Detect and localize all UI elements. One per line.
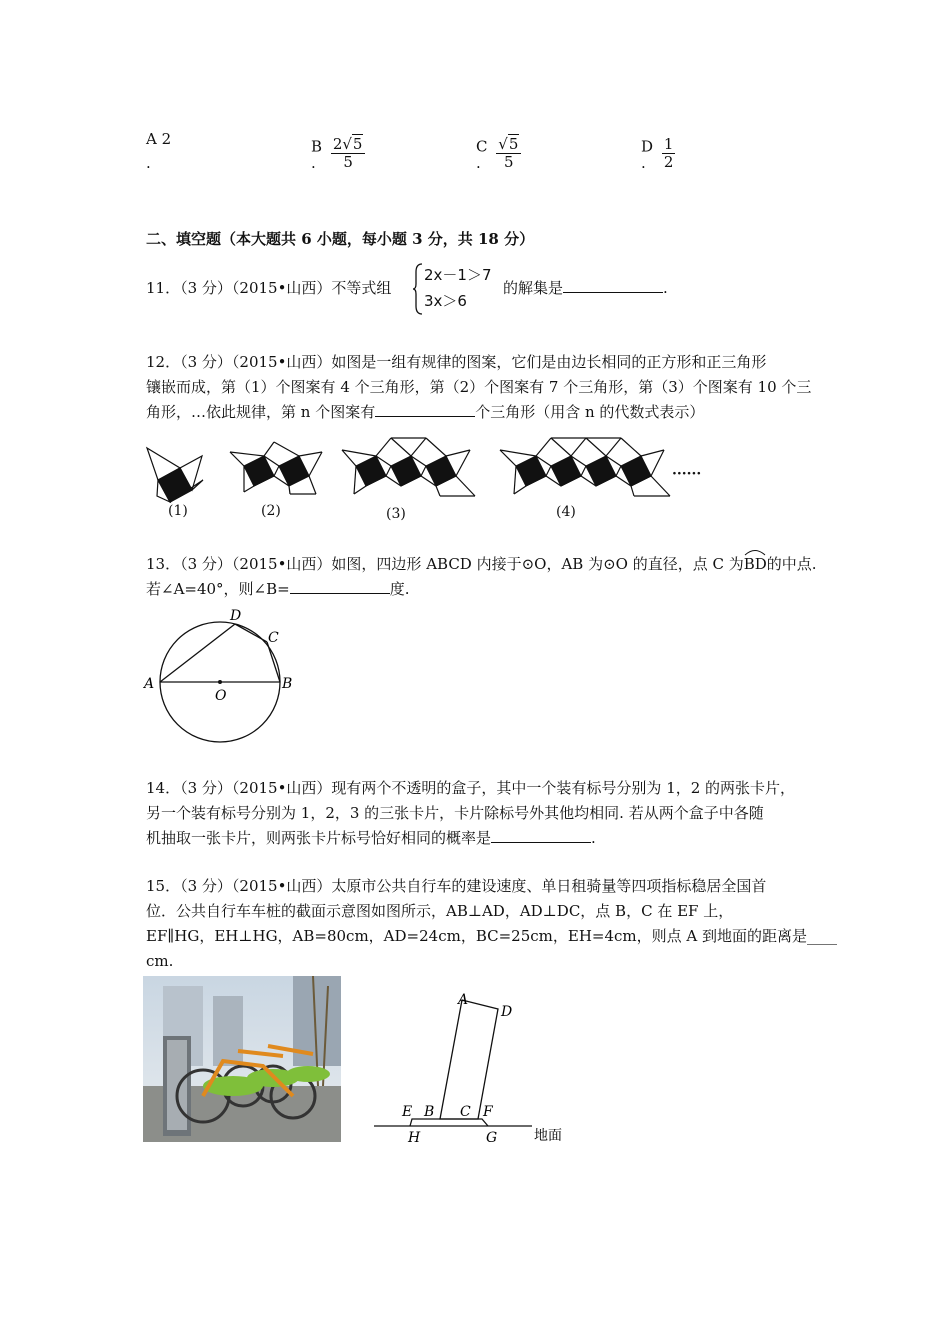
answer-blank xyxy=(491,826,591,843)
numerator-coef: 2 xyxy=(332,135,343,153)
q13-line2-b: 度. xyxy=(389,580,410,598)
arc-bd xyxy=(744,552,767,576)
option-letter: A xyxy=(146,130,157,148)
q11-end: . xyxy=(663,279,668,297)
q14-line3-a: 机抽取一张卡片，则两张卡片标号恰好相同的概率是 xyxy=(146,829,492,847)
point-label: A xyxy=(144,676,155,692)
section-title: 二、填空题（本大题共 6 小题，每小题 3 分，共 18 分） xyxy=(146,230,535,248)
option-b xyxy=(311,130,365,172)
bike-photo-illustration xyxy=(143,976,341,1142)
option-c xyxy=(476,130,521,172)
pattern-3 xyxy=(342,438,475,496)
option-letter: D xyxy=(641,137,654,156)
bike-station-photo xyxy=(143,976,341,1142)
q14-line3-b: . xyxy=(591,829,596,847)
point-label: H xyxy=(408,1130,421,1146)
pattern-4 xyxy=(500,438,670,496)
option-dot: . xyxy=(311,154,316,172)
bike-rack-diagram xyxy=(370,990,580,1150)
fraction-b xyxy=(331,136,366,171)
arc-icon xyxy=(744,548,766,556)
q11-prefix: 11．（3 分）（2015•山西）不等式组 xyxy=(146,279,392,297)
inequality-2: 3x＞6 xyxy=(424,292,467,310)
q13-line1-a: 13．（3 分）（2015•山西）如图，四边形 ABCD 内接于⊙O，AB 为⊙O 的直径，点 C 为 xyxy=(146,555,744,573)
q15-line-2: 位．公共自行车车桩的截面示意图如图所示，AB⊥AD，AD⊥DC，点 B，C 在 EF 上， xyxy=(146,902,734,920)
sqrt-icon: √5 xyxy=(498,135,519,153)
option-dot: . xyxy=(146,154,151,172)
ground-label: 地面 xyxy=(534,1128,562,1144)
q11-suffix-line xyxy=(503,276,668,300)
sqrt-icon: √5 xyxy=(342,135,363,153)
numerator: 1 xyxy=(663,135,674,153)
pattern-label: (3) xyxy=(386,506,406,522)
question-11 xyxy=(146,276,391,300)
pattern-label: (4) xyxy=(556,504,576,520)
point-label: E xyxy=(402,1104,413,1120)
point-label: G xyxy=(486,1130,498,1146)
option-a xyxy=(146,130,172,172)
answer-blank xyxy=(375,400,475,417)
circle-figure xyxy=(140,600,300,750)
option-letter: B xyxy=(311,137,323,156)
q14-line-2: 另一个装有标号分别为 1，2，3 的三张卡片，卡片除标号外其他均相同. 若从两个盒子中各随 xyxy=(146,804,764,822)
pattern-figure xyxy=(140,428,720,528)
fraction-c xyxy=(496,136,521,171)
pattern-label: (2) xyxy=(261,503,281,519)
point-label: O xyxy=(215,688,227,704)
q15-line-1: 15．（3 分）（2015•山西）太原市公共自行车的建设速度、单日租骑量等四项指标稳居全国首 xyxy=(146,877,767,895)
q12-line-3 xyxy=(146,400,704,424)
point-label: D xyxy=(230,608,242,624)
q13-line1-b: 的中点. xyxy=(766,555,817,573)
inequality-system xyxy=(424,262,492,314)
q15-line-3: EF∥HG，EH⊥HG，AB=80cm，AD=24cm，BC=25cm，EH=4cm，则点 A 到地面的距离是____ xyxy=(146,927,838,945)
q12-line3-b: 个三角形（用含 n 的代数式表示） xyxy=(475,403,705,421)
q13-line-1 xyxy=(146,552,817,576)
point-label: B xyxy=(424,1104,435,1120)
q12-line-2: 镶嵌而成，第（1）个图案有 4 个三角形，第（2）个图案有 7 个三角形，第（3）个图案有 10 个三 xyxy=(146,378,812,396)
option-d xyxy=(641,130,675,172)
q12-line3-a: 角形，…依此规律，第 n 个图案有 xyxy=(146,403,376,421)
pattern-1 xyxy=(147,448,203,502)
option-dot: . xyxy=(476,154,481,172)
answer-blank xyxy=(563,276,663,293)
radicand: 5 xyxy=(508,135,519,153)
fraction-d xyxy=(662,136,676,171)
q12-line-1: 12．（3 分）（2015•山西）如图是一组有规律的图案，它们是由边长相同的正方形和正三角形 xyxy=(146,353,767,371)
denominator: 5 xyxy=(504,153,514,171)
option-value: 2 xyxy=(161,130,172,148)
point-label: C xyxy=(460,1104,471,1120)
radicand: 5 xyxy=(352,135,363,153)
q15-line-4: cm. xyxy=(146,952,174,970)
arc-label: BD xyxy=(743,555,767,573)
point-label: B xyxy=(282,676,293,692)
left-brace-icon xyxy=(412,262,424,316)
q13-line-2 xyxy=(146,577,410,601)
point-label: D xyxy=(501,1004,513,1020)
q13-line2-a: 若∠A=40°，则∠B= xyxy=(146,580,290,598)
point-label: F xyxy=(483,1104,493,1120)
q14-line-3 xyxy=(146,826,596,850)
option-letter: C xyxy=(476,137,488,156)
inequality-1: 2x－1＞7 xyxy=(424,266,492,284)
denominator: 2 xyxy=(663,153,674,171)
point-label: C xyxy=(268,630,279,646)
q11-suffix: 的解集是 xyxy=(503,279,564,297)
pattern-label: (1) xyxy=(168,503,188,519)
continuation-dots: ······ xyxy=(672,466,702,482)
denominator: 5 xyxy=(343,153,353,171)
option-dot: . xyxy=(641,154,646,172)
point-label: A xyxy=(458,992,469,1008)
answer-blank xyxy=(290,577,390,594)
pattern-2 xyxy=(230,442,322,494)
q14-line-1: 14．（3 分）（2015•山西）现有两个不透明的盒子，其中一个装有标号分别为 1，2 的两张卡片， xyxy=(146,779,796,797)
